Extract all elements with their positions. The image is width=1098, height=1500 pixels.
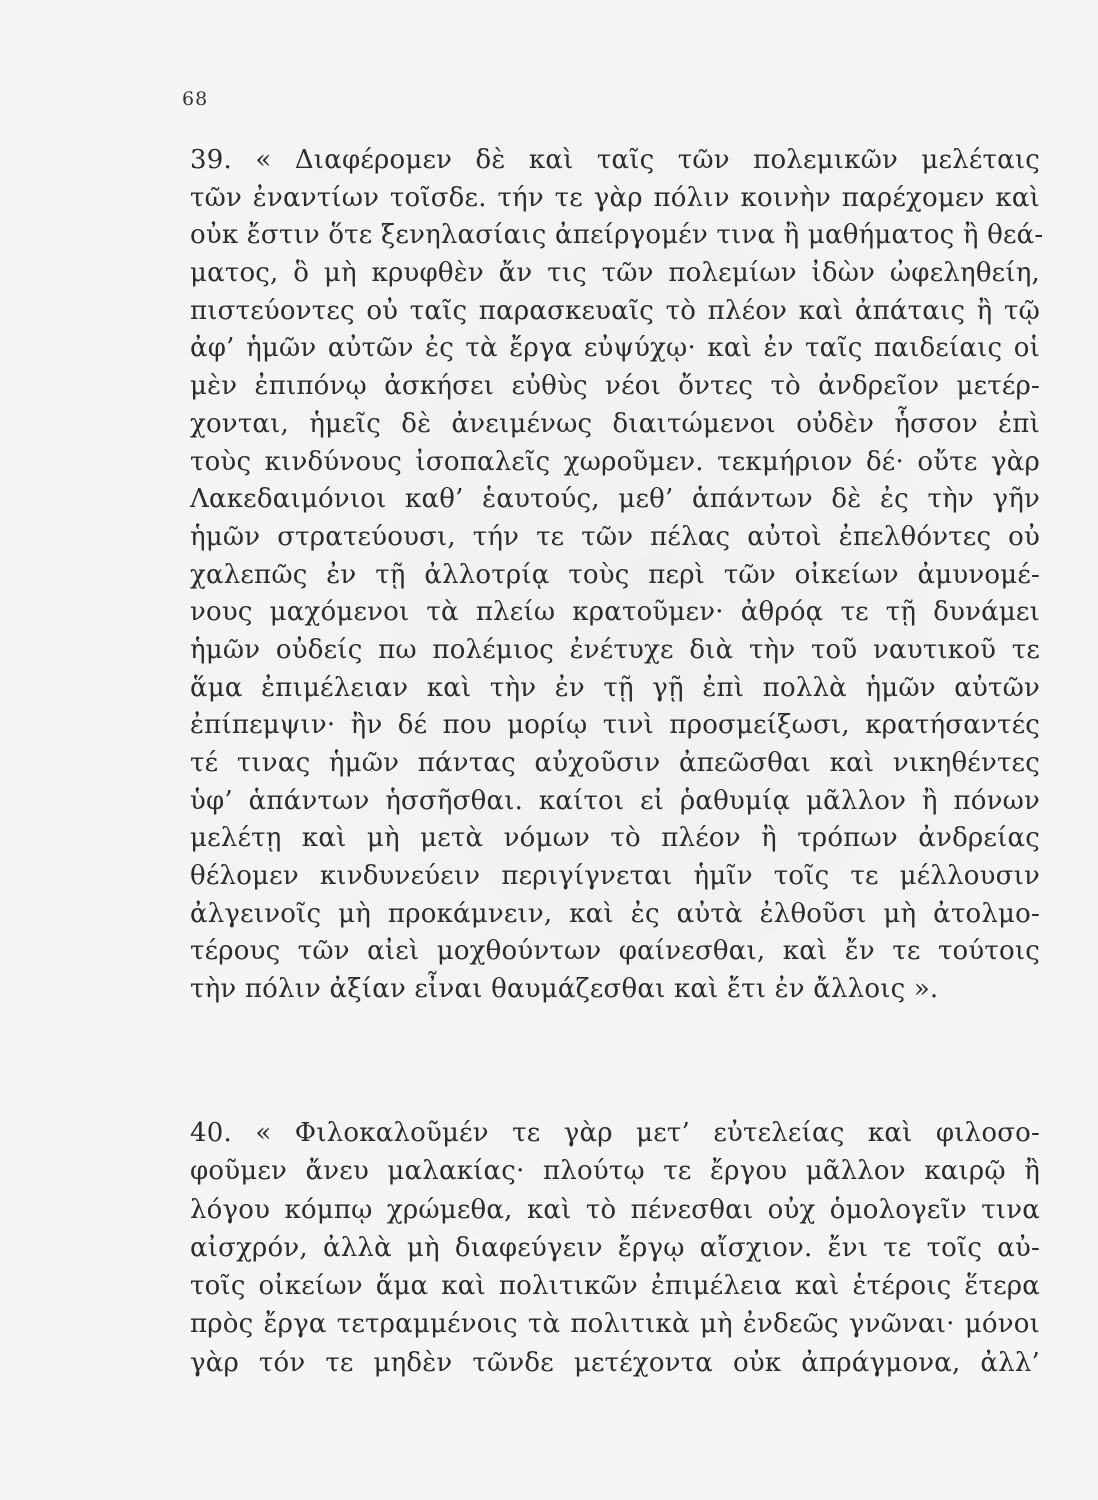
text-line: τέ τινας ἡμῶν πάντας αὐχοῦσιν ἀπεῶσθαι καὶ νικηθέντες [190, 748, 1040, 778]
text-line: πιστεύοντες οὐ ταῖς παρασκευαῖς τὸ πλέον καὶ ἀπάταις ἢ τῷ [190, 295, 1040, 326]
text-line: οὐκ ἔστιν ὅτε ξενηλασίαις ἀπείργομέν τινα ἢ μαθήματος ἢ θεά- [190, 220, 1044, 251]
text-line: τοῖς οἰκείων ἅμα καὶ πολιτικῶν ἐπιμέλεια καὶ ἑτέροις ἕτερα [190, 1271, 1040, 1302]
text-line: ἡμῶν στρατεύουσι, τήν τε τῶν πέλας αὐτοὶ ἐπελθόντες οὐ [190, 521, 1040, 552]
text-line: χαλεπῶς ἐν τῇ ἀλλοτρίᾳ τοὺς περὶ τῶν οἰκείων ἀμυνομέ- [190, 559, 1040, 590]
text-line: τέρους τῶν αἰεὶ μοχθούντων φαίνεσθαι, καὶ ἔν τε τούτοις [190, 936, 1040, 967]
text-line: 40. « Φιλοκαλοῦμέν τε γὰρ μετ’ εὐτελείας καὶ φιλοσο- [190, 1118, 1040, 1148]
text-line: τῶν ἐναντίων τοῖσδε. τήν τε γὰρ πόλιν κοινὴν παρέχομεν καὶ [190, 182, 1040, 213]
text-line: ἐπίπεμψιν· ἢν δέ που μορίῳ τινὶ προσμείξωσι, κρατήσαντές [190, 710, 1040, 741]
text-line: φοῦμεν ἄνευ μαλακίας· πλούτῳ τε ἔργου μᾶλλον καιρῷ ἢ [190, 1156, 1040, 1187]
text-line: μελέτῃ καὶ μὴ μετὰ νόμων τὸ πλέον ἢ τρόπων ἀνδρείας [190, 823, 1040, 854]
text-line: πρὸς ἔργα τετραμμένοις τὰ πολιτικὰ μὴ ἐνδεῶς γνῶναι· μόνοι [190, 1309, 1040, 1340]
text-line: ἅμα ἐπιμέλειαν καὶ τὴν ἐν τῇ γῇ ἐπὶ πολλὰ ἡμῶν αὐτῶν [190, 672, 1040, 703]
text-line: τοὺς κινδύνους ἰσοπαλεῖς χωροῦμεν. τεκμήριον δέ· οὔτε γὰρ [190, 446, 1040, 477]
text-line: γὰρ τόν τε μηδὲν τῶνδε μετέχοντα οὐκ ἀπράγμονα, ἀλλ’ [190, 1347, 1040, 1378]
text-line: ματος, ὃ μὴ κρυφθὲν ἄν τις τῶν πολεμίων ἰδὼν ὠφεληθείη, [190, 258, 1040, 289]
text-line: ἀλγεινοῖς μὴ προκάμνειν, καὶ ἐς αὐτὰ ἐλθοῦσι μὴ ἀτολμο- [190, 898, 1040, 929]
text-line: ἀφ’ ἡμῶν αὐτῶν ἐς τὰ ἔργα εὐψύχῳ· καὶ ἐν ταῖς παιδείαις οἱ [190, 333, 1040, 364]
text-line: Λακεδαιμόνιοι καθ’ ἑαυτούς, μεθ’ ἁπάντων δὲ ἐς τὴν γῆν [190, 484, 1040, 515]
text-line: 39. « Διαφέρομεν δὲ καὶ ταῖς τῶν πολεμικῶν μελέταις [190, 145, 1040, 175]
page-number: 68 [182, 88, 209, 110]
text-line: ὑφ’ ἁπάντων ἡσσῆσθαι. καίτοι εἰ ῥαθυμίᾳ μᾶλλον ἢ πόνων [190, 785, 1040, 816]
text-line: θέλομεν κινδυνεύειν περιγίγνεται ἡμῖν τοῖς τε μέλλουσιν [190, 861, 1040, 892]
text-line: λόγου κόμπῳ χρώμεθα, καὶ τὸ πένεσθαι οὐχ ὁμολογεῖν τινα [190, 1194, 1040, 1225]
paragraph-39 [190, 142, 1044, 1009]
text-line: ἡμῶν οὐδείς πω πολέμιος ἐνέτυχε διὰ τὴν τοῦ ναυτικοῦ τε [190, 634, 1040, 665]
paragraph-40 [190, 1114, 1040, 1382]
text-line: μὲν ἐπιπόνῳ ἀσκήσει εὐθὺς νέοι ὄντες τὸ ἀνδρεῖον μετέρ- [190, 371, 1040, 402]
text-line: τὴν πόλιν ἀξίαν εἶναι θαυμάζεσθαι καὶ ἔτι ἐν ἄλλοις ». [190, 974, 939, 1005]
text-line: χονται, ἡμεῖς δὲ ἀνειμένως διαιτώμενοι οὐδὲν ἧσσον ἐπὶ [190, 408, 1040, 439]
text-line: αἰσχρόν, ἀλλὰ μὴ διαφεύγειν ἔργῳ αἴσχιον. ἔνι τε τοῖς αὐ- [190, 1232, 1040, 1263]
text-line: νους μαχόμενοι τὰ πλείω κρατοῦμεν· ἀθρόᾳ τε τῇ δυνάμει [190, 597, 1040, 628]
